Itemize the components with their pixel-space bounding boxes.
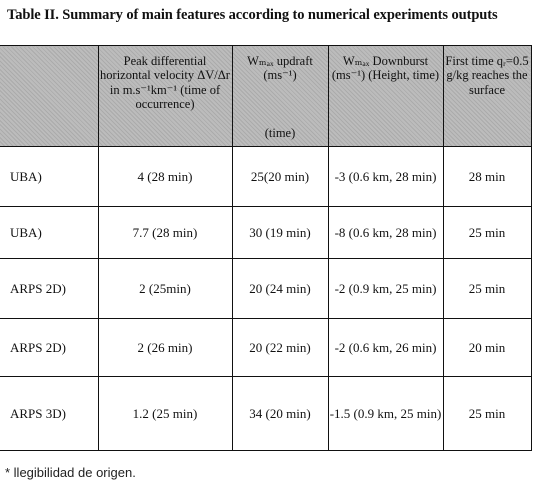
cell-model: UBA) [0,207,98,259]
cell-model: ARPS 2D) [0,259,98,319]
cell-downburst: -2 (0.9 km, 25 min) [328,259,443,319]
cell-downburst: -1.5 (0.9 km, 25 min) [328,377,443,451]
cell-updraft: 30 (19 min) [232,207,328,259]
cell-first-time: 25 min [443,377,531,451]
cell-downburst: -3 (0.6 km, 28 min) [328,147,443,207]
cell-model: ARPS 2D) [0,319,98,377]
table-row [0,319,531,377]
cell-downburst: -8 (0.6 km, 28 min) [328,207,443,259]
cell-model: UBA) [0,147,98,207]
cell-model: ARPS 3D) [0,377,98,451]
header-downburst: Wₘₐₓ Downburst (ms⁻¹) (Height, time) [328,46,443,147]
cell-first-time: 28 min [443,147,531,207]
header-updraft [232,46,328,147]
header-updraft-label: Wₘₐₓ updraft (ms⁻¹) [247,54,313,83]
cell-updraft: 34 (20 min) [232,377,328,451]
cell-first-time: 20 min [443,319,531,377]
cell-peak: 7.7 (28 min) [98,207,232,259]
cell-downburst: -2 (0.6 km, 26 min) [328,319,443,377]
cell-first-time: 25 min [443,259,531,319]
cell-peak: 2 (25min) [98,259,232,319]
summary-table [0,45,532,451]
table-row [0,259,531,319]
table-row [0,147,531,207]
cell-peak: 4 (28 min) [98,147,232,207]
cell-updraft: 25(20 min) [232,147,328,207]
header-model [0,46,98,147]
header-peak-velocity: Peak differential horizontal velocity ΔV/Δr in m.s⁻¹km⁻¹ (time of occurrence) [98,46,232,147]
header-row [0,46,531,147]
header-first-time: First time qᵣ=0.5 g/kg reaches the surface [443,46,531,147]
table-row [0,377,531,451]
table-title: Table II. Summary of main features according to numerical experiments outputs [7,7,498,23]
cell-updraft: 20 (22 min) [232,319,328,377]
header-updraft-time: (time) [264,125,296,140]
table-row [0,207,531,259]
cell-updraft: 20 (24 min) [232,259,328,319]
cell-first-time: 25 min [443,207,531,259]
cell-peak: 2 (26 min) [98,319,232,377]
footnote: * llegibilidad de origen. [5,465,136,480]
cell-peak: 1.2 (25 min) [98,377,232,451]
